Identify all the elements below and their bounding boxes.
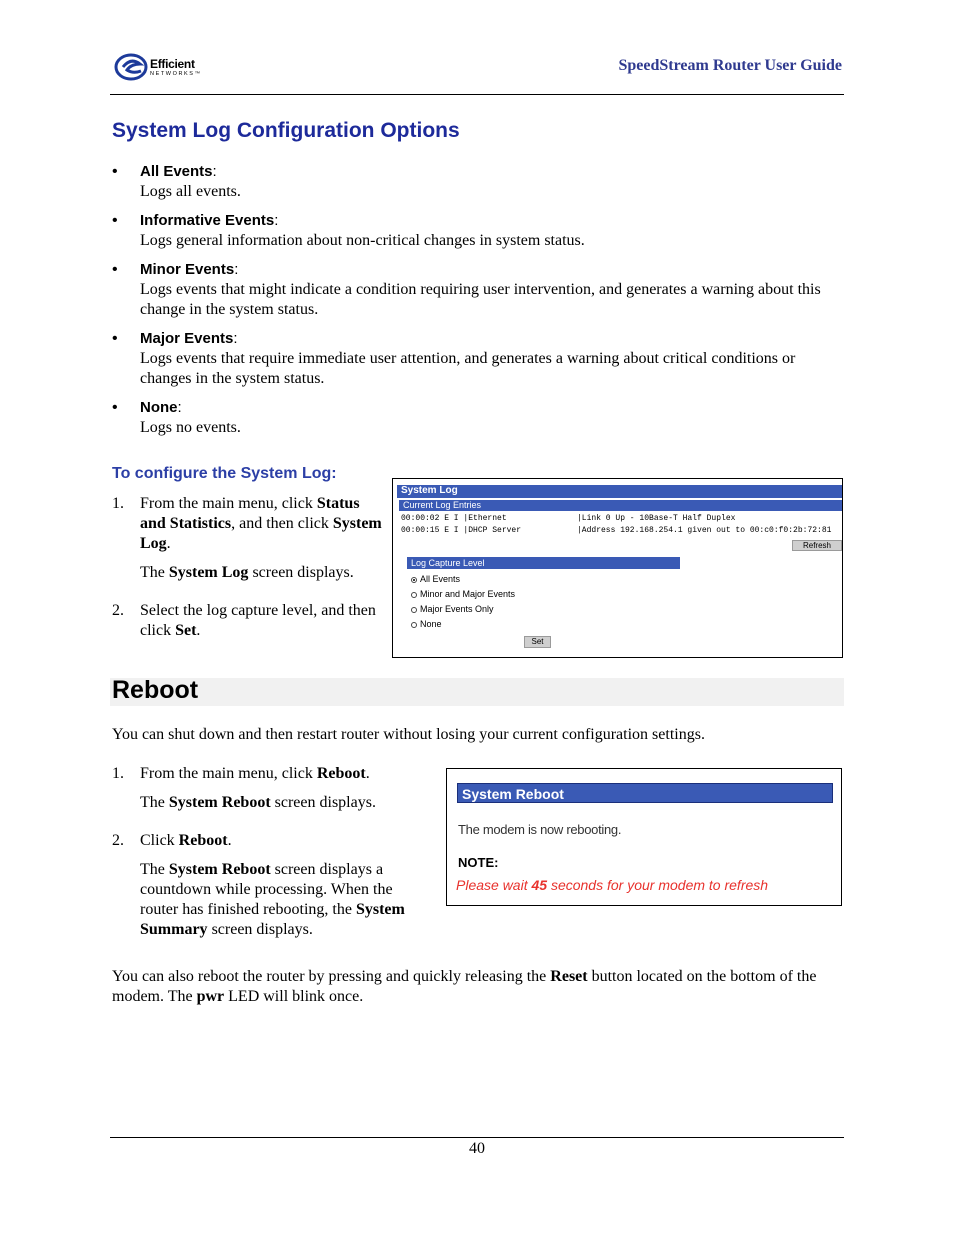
log-row: 00:00:02 E I |Ethernet (401, 514, 507, 523)
note-label: NOTE: (458, 855, 499, 870)
radio-none[interactable]: None (411, 619, 442, 629)
radio-all-events[interactable]: All Events (411, 574, 460, 584)
reboot-step-1-result: The System Reboot screen displays. (140, 794, 376, 811)
guide-title: SpeedStream Router User Guide (618, 57, 842, 74)
configure-subheading: To configure the System Log: (112, 465, 337, 482)
radio-minor-major-events[interactable]: Minor and Major Events (411, 589, 515, 599)
options-list (112, 162, 844, 447)
current-log-entries-header: Current Log Entries (399, 500, 842, 511)
section-title-reboot: Reboot (112, 676, 199, 704)
section-title-system-log: System Log Configuration Options (112, 119, 460, 142)
logo-sub-text: NETWORKS™ (150, 71, 202, 77)
list-item: • Minor Events: Logs events that might indicate a condition requiring user intervention, and generates a warning about this change in the system status. (112, 261, 821, 318)
system-reboot-screenshot (446, 768, 842, 906)
system-log-screenshot (392, 478, 843, 658)
logo-brand-text: Efficient (150, 57, 195, 71)
log-capture-level-header: Log Capture Level (407, 557, 680, 569)
set-button[interactable]: Set (524, 636, 551, 648)
radio-selected-icon (411, 577, 417, 583)
log-row-message: |Link 0 Up - 10Base-T Half Duplex (577, 514, 736, 523)
refresh-button[interactable]: Refresh (792, 540, 842, 551)
reboot-step-2-result: The System Reboot screen displays a countdown while processing. When the router has finished rebooting, the System Summary screen displays. (140, 861, 405, 938)
log-row-message: |Address 192.168.254.1 given out to 00:c0:f0:2b:72:81 (577, 526, 832, 535)
reboot-heading-band (110, 678, 844, 706)
reboot-closing: You can also reboot the router by pressing and quickly releasing the Reset button located on the bottom of the modem. The pwr LED will blink once. (112, 968, 817, 1005)
logo-swirl-icon (114, 52, 150, 82)
wait-message: Please wait 45 seconds for your modem to refresh (456, 877, 769, 893)
page-number: 40 (469, 1140, 485, 1157)
log-row: 00:00:15 E I |DHCP Server (401, 526, 522, 535)
header-rule (110, 94, 844, 95)
step-2: 2. Select the log capture level, and then click Set. (112, 602, 376, 639)
radio-icon (411, 607, 417, 613)
radio-major-events-only[interactable]: Major Events Only (411, 604, 494, 614)
list-item: • None: Logs no events. (112, 399, 241, 436)
step-1: 1. From the main menu, click Status and Statistics, and then click System Log. (112, 495, 382, 552)
radio-icon (411, 592, 417, 598)
system-reboot-title: System Reboot (457, 783, 833, 803)
efficient-networks-logo (114, 52, 214, 82)
list-item: • Informative Events: Logs general information about non-critical changes in system status. (112, 212, 585, 249)
reboot-intro: You can shut down and then restart router without losing your current configuration settings. (112, 726, 705, 743)
rebooting-message: The modem is now rebooting. (458, 822, 622, 837)
reboot-step-2: 2. Click Reboot. (112, 832, 232, 849)
footer-rule (110, 1137, 844, 1138)
reboot-step-1: 1. From the main menu, click Reboot. (112, 765, 370, 782)
radio-icon (411, 622, 417, 628)
list-item: • Major Events: Logs events that require immediate user attention, and generates a warning about critical conditions or changes in the system status. (112, 330, 796, 387)
list-item: • All Events: Logs all events. (112, 163, 241, 200)
step-1-result: The System Log screen displays. (140, 564, 354, 581)
system-log-title: System Log (397, 485, 842, 498)
